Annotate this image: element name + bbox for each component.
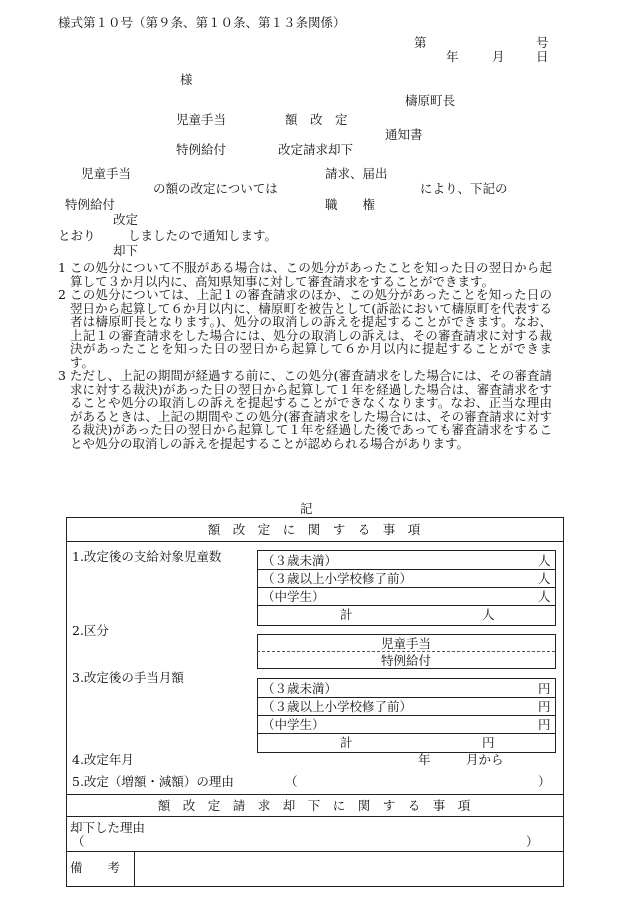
children-junior-high: （中学生） [262, 589, 325, 604]
amount-junior-high: （中学生） [262, 717, 325, 732]
note-1 [58, 261, 552, 288]
item4-label: 4.改定年月 [72, 752, 134, 767]
amount-3-to-primary: （３歳以上小学校修了前） [262, 699, 413, 714]
note-text: この処分について不服がある場合は、この処分があったことを知った日の翌日から起算して３か月以内に、高知県知事に対して審査請求をすることができます。 [70, 260, 552, 289]
body-child-allowance: 児童手当 [81, 166, 132, 181]
number-label: 第 [414, 35, 427, 50]
body-toori: とおり [58, 228, 96, 243]
reject-reason-label: 却下した理由 [70, 820, 146, 835]
category-child-allowance: 児童手当 [380, 636, 431, 651]
title-option-special-benefit: 特例給付 [176, 142, 227, 157]
section2-top-divider [66, 794, 563, 795]
date-month: 月 [492, 49, 505, 64]
note-2 [58, 288, 552, 369]
addressee-suffix: 様 [180, 72, 193, 87]
note-number: 3 [58, 368, 66, 383]
appeal-notes [58, 261, 552, 450]
amount-total-label: 計 [340, 735, 353, 750]
reason-close-paren: ） [538, 774, 551, 789]
body-request-report: 請求、届出 [325, 166, 388, 181]
note-text: ただし、上記の期間が経過する前に、この処分(審査請求をした場合には、その審査請求に対する裁決)があった日の翌日から起算して１年を経過した場合は、審査請求をすることや処分の取消しの訴えを提起することができなくなります。なお、正当な理由があるときは、上記の期間やこの処分(審査請求をした場合には、その審査請求に対する裁決)があった日の翌日から起算して１年を経過した後であっても審査請求をすることや処分の取消しの訴えを提起することが認められる場合があります。 [70, 368, 552, 451]
category-special-benefit: 特例給付 [380, 653, 431, 668]
number-suffix: 号 [536, 35, 549, 50]
children-3-to-primary: （３歳以上小学校修了前） [262, 571, 413, 586]
remarks-divider [66, 851, 563, 852]
item2-label: 2.区分 [72, 623, 109, 638]
children-under3: （３歳未満） [262, 553, 338, 568]
remarks-label: 備 考 [70, 860, 121, 875]
row-divider [257, 697, 555, 698]
unit-person: 人 [482, 607, 495, 622]
reject-close-paren: ） [526, 834, 539, 849]
row-divider [257, 715, 555, 716]
category-divider [257, 651, 555, 652]
row-divider [257, 587, 555, 588]
reason-open-paren: （ [285, 774, 298, 789]
body-by-following: により、下記の [420, 181, 508, 196]
unit-person: 人 [538, 553, 551, 568]
item1-label: 1.改定後の支給対象児童数 [72, 549, 222, 564]
unit-person: 人 [538, 571, 551, 586]
revision-from-month: 月から [466, 752, 504, 767]
issuer: 檮原町長 [405, 93, 456, 108]
body-special-benefit: 特例給付 [65, 197, 116, 212]
unit-yen: 円 [538, 699, 551, 714]
body-notify: しましたので通知します。 [128, 228, 278, 243]
note-number: 2 [58, 287, 66, 302]
note-number: 1 [58, 260, 66, 275]
ki-label: 記 [300, 501, 313, 516]
date-year: 年 [446, 49, 459, 64]
children-total-label: 計 [340, 607, 353, 622]
unit-yen: 円 [482, 735, 495, 750]
section1-title: 額 改 定 に 関 す る 事 項 [207, 522, 421, 537]
title-option-child-allowance: 児童手当 [176, 112, 227, 127]
remarks-vertical [134, 851, 135, 886]
form-number: 様式第１０号（第９条、第１０条、第１３条関係） [58, 15, 346, 30]
title-amount-revision: 額 改 定 [285, 112, 348, 127]
section2-divider [66, 816, 563, 817]
item5-label: 5.改定（増額・減額）の理由 [72, 774, 234, 789]
item3-label: 3.改定後の手当月額 [72, 670, 184, 685]
row-divider [257, 569, 555, 570]
note-3 [58, 369, 552, 450]
section1-divider [66, 541, 563, 542]
row-divider [257, 733, 555, 734]
date-day: 日 [536, 49, 549, 64]
section2-title: 額 改 定 請 求 却 下 に 関 す る 事 項 [157, 798, 471, 813]
note-text: この処分については、上記１の審査請求のほか、この処分があったことを知った日の翌日から起算して６か月以内に、檮原町を被告として(訴訟において檮原町を代表する者は檮原町長となります。)、処分の取消しの訴えを提起することができます。なお、上記１の審査請求をした場合には、処分の取消しの訴えは、その審査請求に対する裁決があったことを知った日の翌日から起算して６か月以内に提起することができます。 [70, 287, 552, 370]
revision-year: 年 [418, 752, 431, 767]
title-notice: 通知書 [385, 127, 423, 142]
body-revision-about: の額の改定については [153, 181, 278, 196]
title-revision-reject: 改定請求却下 [278, 142, 354, 157]
amount-under3: （３歳未満） [262, 681, 338, 696]
unit-person: 人 [538, 589, 551, 604]
unit-yen: 円 [538, 681, 551, 696]
reject-open-paren: （ [72, 834, 85, 849]
body-reject: 却下 [113, 243, 139, 258]
body-ex-officio: 職 権 [325, 197, 376, 212]
body-revise: 改定 [113, 212, 139, 227]
unit-yen: 円 [538, 717, 551, 732]
row-divider [257, 605, 555, 606]
